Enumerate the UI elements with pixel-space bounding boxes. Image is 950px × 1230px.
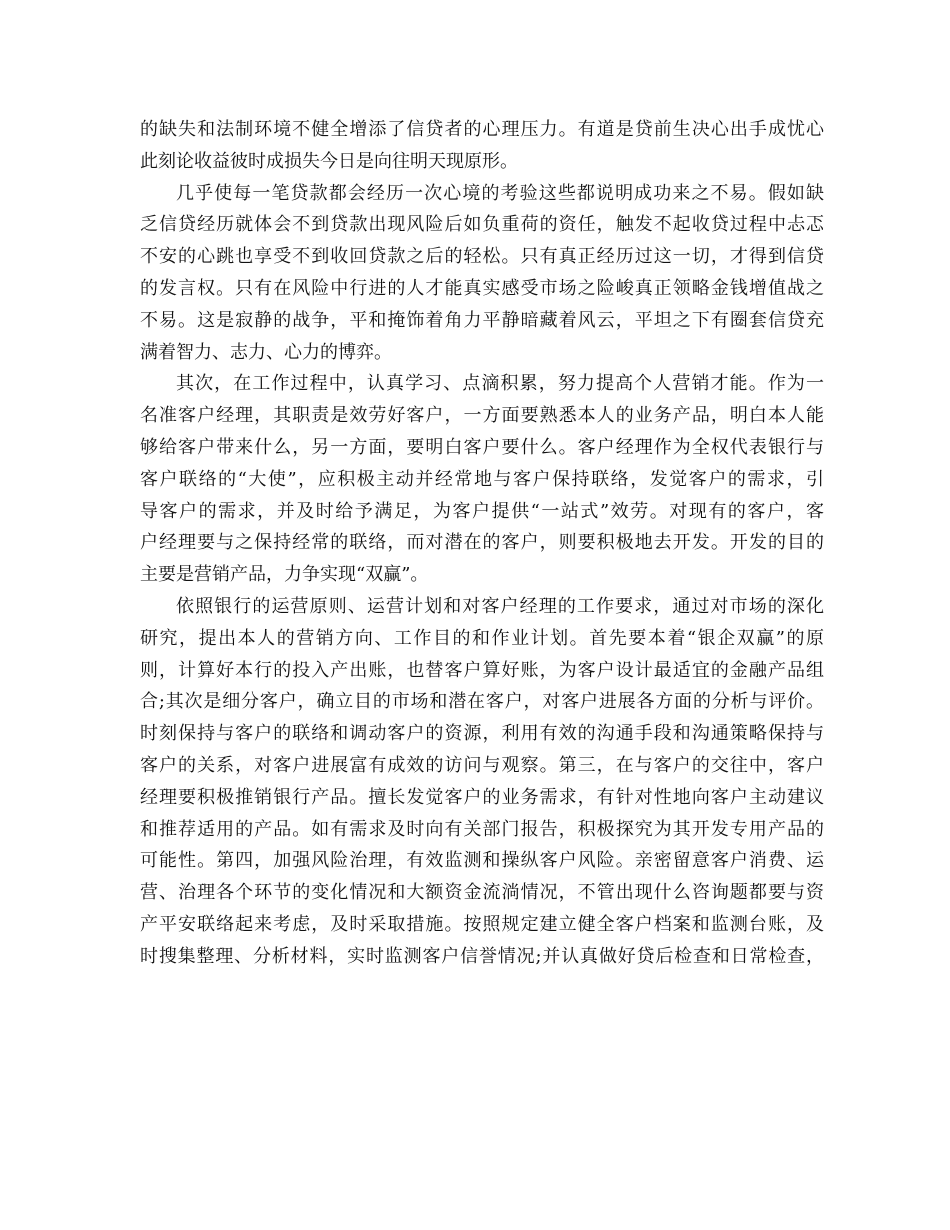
text-line: 主要是营销产品，力争实现“双赢”。 [140,564,429,586]
text-line: 合;其次是细分客户，确立目的市场和潜在客户，对客户进展各方面的分析与评价。 [140,691,824,713]
text-line: 研究，提出本人的营销方向、工作目的和作业计划。首先要本着“银企双赢”的原 [140,627,824,649]
text-line: 几乎使每一笔贷款都会经历一次心境的考验这些都说明成功来之不易。假如缺 [176,182,824,204]
text-line: 可能性。第四，加强风险治理，有效监测和操纵客户风险。亲密留意客户消费、运 [140,850,824,872]
text-line: 此刻论收益彼时成损失今日是向往明天现原形。 [140,150,518,172]
text-line: 名准客户经理，其职责是效劳好客户，一方面要熟悉本人的业务产品，明白本人能 [140,405,824,427]
text-line: 营、治理各个环节的变化情况和大额资金流淌情况，不管出现什么咨询题都要与资 [140,882,824,904]
text-line: 的发言权。只有在风险中行进的人才能真实感受市场之险峻真正领略金钱增值战之 [140,277,824,299]
text-line: 其次，在工作过程中，认真学习、点滴积累，努力提高个人营销才能。作为一 [176,373,824,395]
text-line: 户经理要与之保持经常的联络，而对潜在的客户，则要积极地去开发。开发的目的 [140,532,824,554]
text-line: 够给客户带来什么，另一方面，要明白客户要什么。客户经理作为全权代表银行与 [140,436,824,458]
text-line: 不易。这是寂静的战争，平和掩饰着角力平静暗藏着风云，平坦之下有圈套信贷充 [140,309,824,331]
text-line: 依照银行的运营原则、运营计划和对客户经理的工作要求，通过对市场的深化 [176,595,824,617]
text-line: 客户联络的“大使”，应积极主动并经常地与客户保持联络，发觉客户的需求，引 [140,468,824,490]
text-line: 的缺失和法制环境不健全增添了信贷者的心理压力。有道是贷前生决心出手成忧心 [140,119,824,140]
text-line: 乏信贷经历就体会不到贷款出现风险后如负重荷的资任，触发不起收贷过程中忐忑 [140,214,824,236]
body-text [140,114,824,973]
text-line: 满着智力、志力、心力的博弈。 [140,341,392,363]
text-line: 经理要积极推销银行产品。擅长发觉客户的业务需求，有针对性地向客户主动建议 [140,786,824,808]
text-line: 产平安联络起来考虑，及时采取措施。按照规定建立健全客户档案和监测台账，及 [140,913,824,935]
text-line: 不安的心跳也享受不到收回贷款之后的轻松。只有真正经历过这一切，才得到信贷 [140,246,824,268]
text-line: 时搜集整理、分析材料，实时监测客户信誉情况;并认真做好贷后检查和日常检查， [140,945,824,967]
text-line: 和推荐适用的产品。如有需求及时向有关部门报告，积极探究为其开发专用产品的 [140,818,824,840]
text-line: 导客户的需求，并及时给予满足，为客户提供“一站式”效劳。对现有的客户，客 [140,500,824,522]
text-line: 客户的关系，对客户进展富有成效的访问与观察。第三，在与客户的交往中，客户 [140,754,824,776]
text-line: 则，计算好本行的投入产出账，也替客户算好账，为客户设计最适宜的金融产品组 [140,659,824,681]
text-line: 时刻保持与客户的联络和调动客户的资源，利用有效的沟通手段和沟通策略保持与 [140,723,824,745]
